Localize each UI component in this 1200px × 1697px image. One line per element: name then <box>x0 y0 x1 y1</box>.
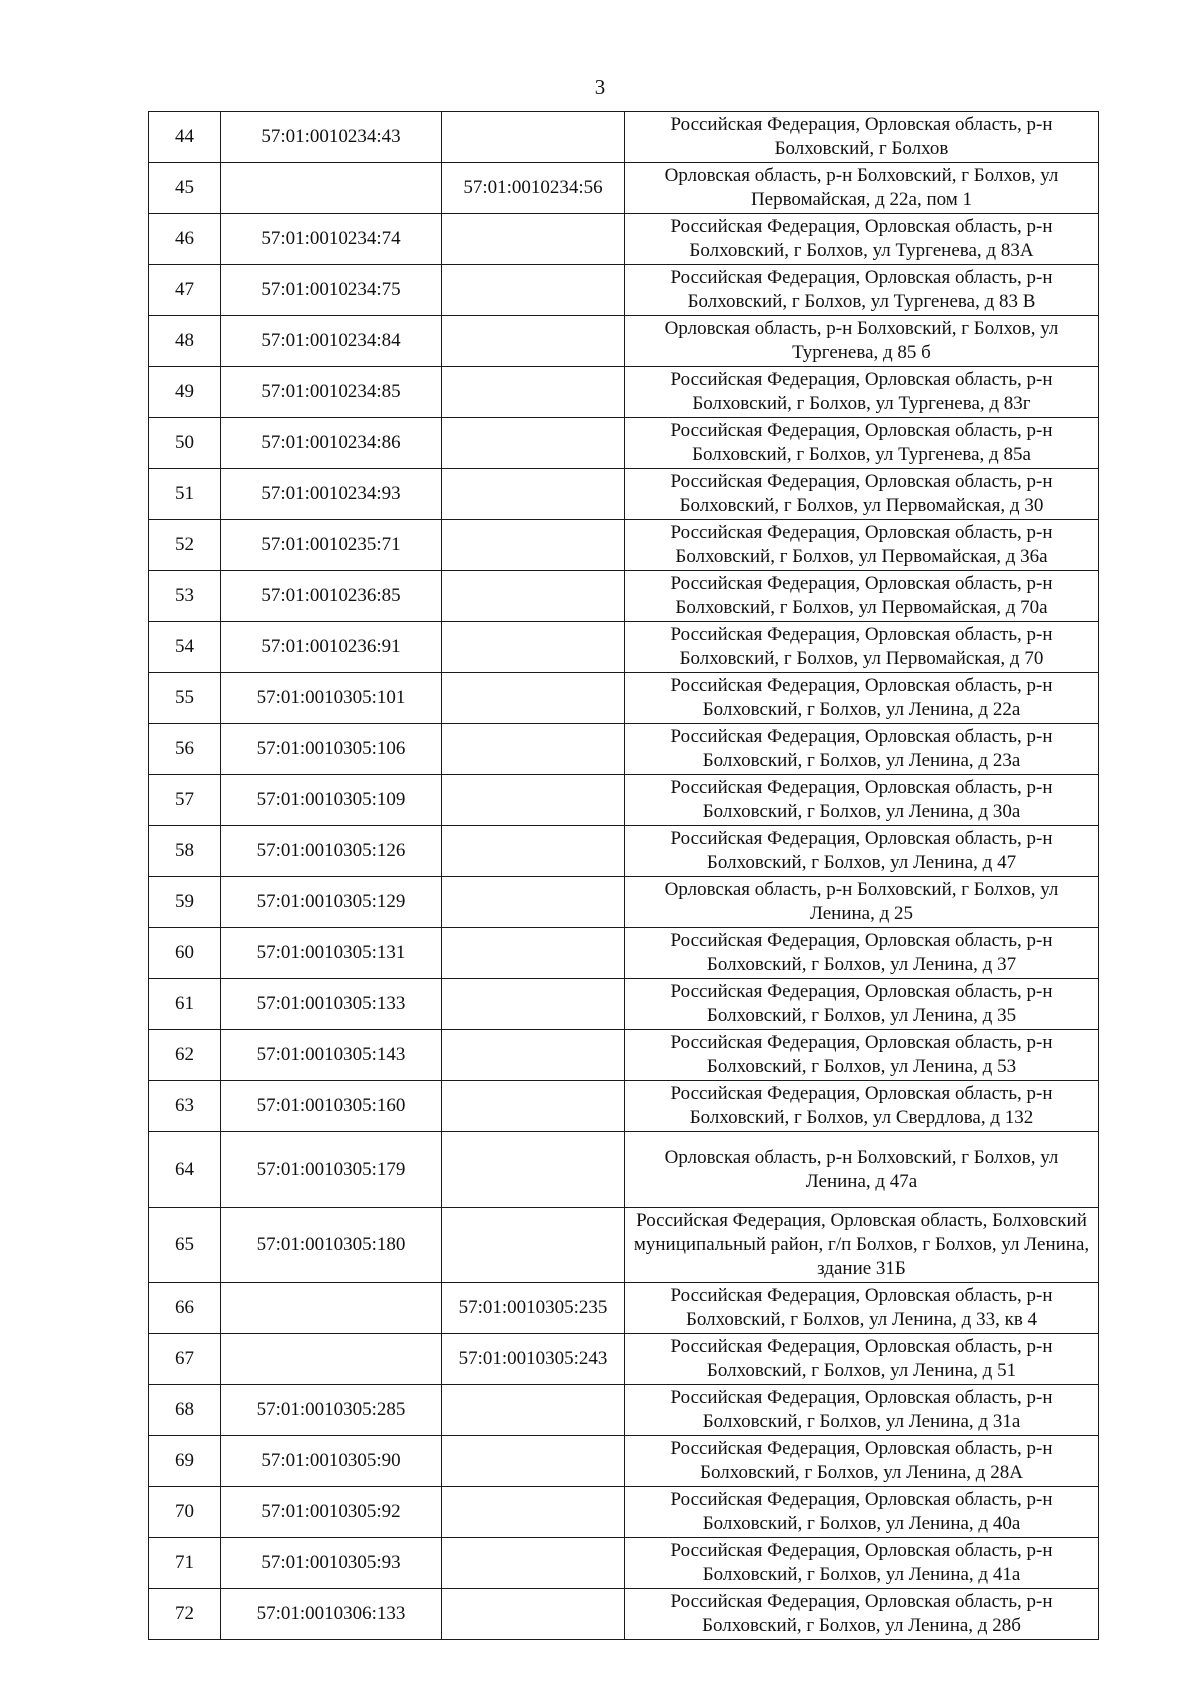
address-cell: Орловская область, р-н Болховский, г Болхов, ул Ленина, д 47а <box>625 1132 1099 1208</box>
building-cadastral-number-cell <box>442 826 625 877</box>
land-cadastral-number-cell: 57:01:0010305:133 <box>221 979 442 1030</box>
row-number-cell: 57 <box>149 775 221 826</box>
row-number-cell: 56 <box>149 724 221 775</box>
address-cell: Российская Федерация, Орловская область, р-н Болховский, г Болхов, ул Первомайская, д 70а <box>625 571 1099 622</box>
address-cell: Российская Федерация, Орловская область, р-н Болховский, г Болхов, ул Первомайская, д 36а <box>625 520 1099 571</box>
table-row <box>149 928 1099 979</box>
row-number-cell: 52 <box>149 520 221 571</box>
building-cadastral-number-cell <box>442 418 625 469</box>
cadastral-registry-table <box>148 111 1099 1640</box>
row-number-cell: 72 <box>149 1589 221 1640</box>
address-cell: Российская Федерация, Орловская область, р-н Болховский, г Болхов, ул Ленина, д 51 <box>625 1334 1099 1385</box>
land-cadastral-number-cell: 57:01:0010234:75 <box>221 265 442 316</box>
row-number-cell: 68 <box>149 1385 221 1436</box>
row-number-cell: 65 <box>149 1208 221 1283</box>
row-number-cell: 46 <box>149 214 221 265</box>
building-cadastral-number-cell <box>442 622 625 673</box>
building-cadastral-number-cell <box>442 928 625 979</box>
row-number-cell: 67 <box>149 1334 221 1385</box>
table-row <box>149 979 1099 1030</box>
row-number-cell: 53 <box>149 571 221 622</box>
address-cell: Российская Федерация, Орловская область, р-н Болховский, г Болхов, ул Ленина, д 35 <box>625 979 1099 1030</box>
table-row <box>149 1283 1099 1334</box>
address-cell: Орловская область, р-н Болховский, г Болхов, ул Первомайская, д 22а, пом 1 <box>625 163 1099 214</box>
building-cadastral-number-cell <box>442 724 625 775</box>
address-cell: Российская Федерация, Орловская область, р-н Болховский, г Болхов <box>625 112 1099 163</box>
row-number-cell: 44 <box>149 112 221 163</box>
table-row <box>149 826 1099 877</box>
row-number-cell: 49 <box>149 367 221 418</box>
building-cadastral-number-cell <box>442 1385 625 1436</box>
address-cell: Российская Федерация, Орловская область, р-н Болховский, г Болхов, ул Ленина, д 28б <box>625 1589 1099 1640</box>
row-number-cell: 66 <box>149 1283 221 1334</box>
row-number-cell: 58 <box>149 826 221 877</box>
building-cadastral-number-cell <box>442 1081 625 1132</box>
address-cell: Российская Федерация, Орловская область, р-н Болховский, г Болхов, ул Первомайская, д 70 <box>625 622 1099 673</box>
land-cadastral-number-cell <box>221 1283 442 1334</box>
address-cell: Российская Федерация, Орловская область, р-н Болховский, г Болхов, ул Свердлова, д 132 <box>625 1081 1099 1132</box>
table-row <box>149 877 1099 928</box>
address-cell: Российская Федерация, Орловская область, р-н Болховский, г Болхов, ул Ленина, д 33, кв 4 <box>625 1283 1099 1334</box>
land-cadastral-number-cell <box>221 163 442 214</box>
table-row <box>149 622 1099 673</box>
address-cell: Орловская область, р-н Болховский, г Болхов, ул Тургенева, д 85 б <box>625 316 1099 367</box>
address-cell: Российская Федерация, Орловская область, р-н Болховский, г Болхов, ул Ленина, д 37 <box>625 928 1099 979</box>
land-cadastral-number-cell: 57:01:0010305:179 <box>221 1132 442 1208</box>
row-number-cell: 60 <box>149 928 221 979</box>
land-cadastral-number-cell: 57:01:0010305:129 <box>221 877 442 928</box>
building-cadastral-number-cell <box>442 1208 625 1283</box>
row-number-cell: 61 <box>149 979 221 1030</box>
land-cadastral-number-cell: 57:01:0010234:93 <box>221 469 442 520</box>
table-row <box>149 1081 1099 1132</box>
building-cadastral-number-cell <box>442 571 625 622</box>
table-row <box>149 367 1099 418</box>
land-cadastral-number-cell: 57:01:0010234:43 <box>221 112 442 163</box>
building-cadastral-number-cell <box>442 316 625 367</box>
table-row <box>149 1538 1099 1589</box>
table-row <box>149 673 1099 724</box>
land-cadastral-number-cell: 57:01:0010305:109 <box>221 775 442 826</box>
land-cadastral-number-cell: 57:01:0010305:92 <box>221 1487 442 1538</box>
land-cadastral-number-cell: 57:01:0010235:71 <box>221 520 442 571</box>
table-row <box>149 1487 1099 1538</box>
table-row <box>149 418 1099 469</box>
building-cadastral-number-cell <box>442 877 625 928</box>
land-cadastral-number-cell <box>221 1334 442 1385</box>
address-cell: Российская Федерация, Орловская область, р-н Болховский, г Болхов, ул Первомайская, д 30 <box>625 469 1099 520</box>
address-cell: Российская Федерация, Орловская область, р-н Болховский, г Болхов, ул Ленина, д 28А <box>625 1436 1099 1487</box>
building-cadastral-number-cell: 57:01:0010305:243 <box>442 1334 625 1385</box>
building-cadastral-number-cell <box>442 265 625 316</box>
land-cadastral-number-cell: 57:01:0010305:285 <box>221 1385 442 1436</box>
row-number-cell: 62 <box>149 1030 221 1081</box>
address-cell: Российская Федерация, Орловская область, р-н Болховский, г Болхов, ул Тургенева, д 83 В <box>625 265 1099 316</box>
address-cell: Российская Федерация, Орловская область, р-н Болховский, г Болхов, ул Тургенева, д 83г <box>625 367 1099 418</box>
address-cell: Российская Федерация, Орловская область, р-н Болховский, г Болхов, ул Ленина, д 22а <box>625 673 1099 724</box>
address-cell: Орловская область, р-н Болховский, г Болхов, ул Ленина, д 25 <box>625 877 1099 928</box>
land-cadastral-number-cell: 57:01:0010305:131 <box>221 928 442 979</box>
row-number-cell: 59 <box>149 877 221 928</box>
building-cadastral-number-cell <box>442 112 625 163</box>
address-cell: Российская Федерация, Орловская область, р-н Болховский, г Болхов, ул Тургенева, д 83А <box>625 214 1099 265</box>
address-cell: Российская Федерация, Орловская область, р-н Болховский, г Болхов, ул Ленина, д 47 <box>625 826 1099 877</box>
table-row <box>149 775 1099 826</box>
registry-table-body <box>149 112 1099 1640</box>
land-cadastral-number-cell: 57:01:0010305:106 <box>221 724 442 775</box>
building-cadastral-number-cell <box>442 520 625 571</box>
land-cadastral-number-cell: 57:01:0010305:126 <box>221 826 442 877</box>
building-cadastral-number-cell <box>442 469 625 520</box>
land-cadastral-number-cell: 57:01:0010305:160 <box>221 1081 442 1132</box>
table-row <box>149 520 1099 571</box>
table-row <box>149 316 1099 367</box>
table-row <box>149 469 1099 520</box>
table-row <box>149 112 1099 163</box>
row-number-cell: 54 <box>149 622 221 673</box>
land-cadastral-number-cell: 57:01:0010236:91 <box>221 622 442 673</box>
land-cadastral-number-cell: 57:01:0010305:143 <box>221 1030 442 1081</box>
building-cadastral-number-cell <box>442 1538 625 1589</box>
row-number-cell: 71 <box>149 1538 221 1589</box>
table-row <box>149 265 1099 316</box>
land-cadastral-number-cell: 57:01:0010234:84 <box>221 316 442 367</box>
land-cadastral-number-cell: 57:01:0010236:85 <box>221 571 442 622</box>
building-cadastral-number-cell: 57:01:0010305:235 <box>442 1283 625 1334</box>
address-cell: Российская Федерация, Орловская область, р-н Болховский, г Болхов, ул Ленина, д 23а <box>625 724 1099 775</box>
building-cadastral-number-cell <box>442 1436 625 1487</box>
table-row <box>149 1589 1099 1640</box>
row-number-cell: 48 <box>149 316 221 367</box>
row-number-cell: 50 <box>149 418 221 469</box>
row-number-cell: 70 <box>149 1487 221 1538</box>
building-cadastral-number-cell <box>442 673 625 724</box>
row-number-cell: 45 <box>149 163 221 214</box>
table-row <box>149 1436 1099 1487</box>
building-cadastral-number-cell <box>442 1589 625 1640</box>
row-number-cell: 64 <box>149 1132 221 1208</box>
table-row <box>149 1030 1099 1081</box>
table-row <box>149 1334 1099 1385</box>
land-cadastral-number-cell: 57:01:0010306:133 <box>221 1589 442 1640</box>
building-cadastral-number-cell: 57:01:0010234:56 <box>442 163 625 214</box>
land-cadastral-number-cell: 57:01:0010305:93 <box>221 1538 442 1589</box>
row-number-cell: 63 <box>149 1081 221 1132</box>
land-cadastral-number-cell: 57:01:0010305:90 <box>221 1436 442 1487</box>
row-number-cell: 55 <box>149 673 221 724</box>
address-cell: Российская Федерация, Орловская область, р-н Болховский, г Болхов, ул Ленина, д 31а <box>625 1385 1099 1436</box>
land-cadastral-number-cell: 57:01:0010234:74 <box>221 214 442 265</box>
building-cadastral-number-cell <box>442 775 625 826</box>
row-number-cell: 47 <box>149 265 221 316</box>
address-cell: Российская Федерация, Орловская область, Болховский муниципальный район, г/п Болхов, г Болхов, ул Ленина, здание 31Б <box>625 1208 1099 1283</box>
table-row <box>149 163 1099 214</box>
building-cadastral-number-cell <box>442 1132 625 1208</box>
building-cadastral-number-cell <box>442 214 625 265</box>
land-cadastral-number-cell: 57:01:0010305:180 <box>221 1208 442 1283</box>
address-cell: Российская Федерация, Орловская область, р-н Болховский, г Болхов, ул Ленина, д 40а <box>625 1487 1099 1538</box>
land-cadastral-number-cell: 57:01:0010234:85 <box>221 367 442 418</box>
address-cell: Российская Федерация, Орловская область, р-н Болховский, г Болхов, ул Тургенева, д 85а <box>625 418 1099 469</box>
address-cell: Российская Федерация, Орловская область, р-н Болховский, г Болхов, ул Ленина, д 53 <box>625 1030 1099 1081</box>
land-cadastral-number-cell: 57:01:0010234:86 <box>221 418 442 469</box>
row-number-cell: 51 <box>149 469 221 520</box>
table-row <box>149 571 1099 622</box>
table-row <box>149 1385 1099 1436</box>
land-cadastral-number-cell: 57:01:0010305:101 <box>221 673 442 724</box>
building-cadastral-number-cell <box>442 979 625 1030</box>
address-cell: Российская Федерация, Орловская область, р-н Болховский, г Болхов, ул Ленина, д 30а <box>625 775 1099 826</box>
row-number-cell: 69 <box>149 1436 221 1487</box>
table-row <box>149 214 1099 265</box>
table-row <box>149 1132 1099 1208</box>
table-row <box>149 1208 1099 1283</box>
building-cadastral-number-cell <box>442 1030 625 1081</box>
page-number: 3 <box>594 75 606 99</box>
building-cadastral-number-cell <box>442 367 625 418</box>
building-cadastral-number-cell <box>442 1487 625 1538</box>
address-cell: Российская Федерация, Орловская область, р-н Болховский, г Болхов, ул Ленина, д 41а <box>625 1538 1099 1589</box>
table-row <box>149 724 1099 775</box>
